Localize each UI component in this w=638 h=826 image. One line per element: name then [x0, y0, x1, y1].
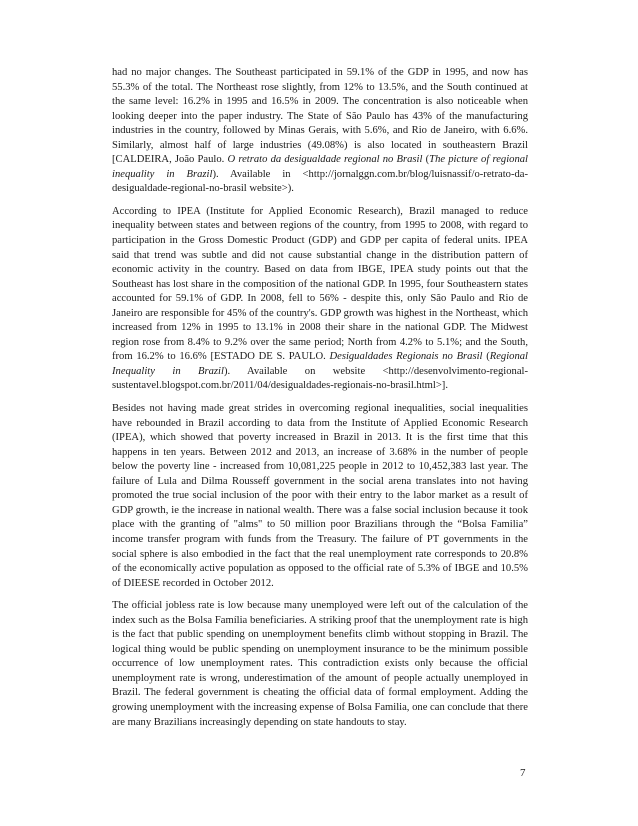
paragraph-text: ). Available in <http://jornalggn.com.br/blog/luisnassif/o-retrato-da-desigualdade-regional-no-brasil website>).	[112, 168, 528, 195]
paragraph-text: Besides not having made great strides in overcoming regional inequalities, social inequalities have rebounded in Brazil according to data from the Institute of Applied Economic Research (IPEA), which showed that poverty increased in Brazil in 2013. It is the first time that this happens in ten years. Between 2012 and 2013, an increase of 3.68% in the number of people below the poverty line - increased from 10,081,225 people in 2012 to 10,452,383 last year. The failure of Lula and Dilma Rousseff government in the social arena translates into not having promoted the true social inclusion of the poor with their entry to the labor market as a result of GDP growth, ie the increase in national wealth. There was a false social inclusion because it took place with the granting of "alms" to 50 million poor Brazilians through the “Bolsa Familia” income transfer program with funds from the Treasury. The failure of PT governments in the social sphere is also embodied in the fact that the real unemployment rate corresponds to 20.8% of the economically active population as opposed to the official rate of 5.3% of IBGE and 10.5% of DIEESE recorded in October 2012.	[112, 403, 528, 589]
body-paragraph	[112, 599, 528, 730]
body-paragraph	[112, 205, 528, 394]
paragraph-text: (	[482, 351, 490, 363]
document-body	[112, 66, 528, 738]
paragraph-text: (	[422, 154, 430, 166]
paragraph-text: ). Available on website <http://desenvolvimento-regional-sustentavel.blogspot.com.br/2011/04/desigualdades-regionais-no-brasil.html>].	[112, 365, 528, 392]
body-paragraph	[112, 402, 528, 591]
body-paragraph	[112, 66, 528, 197]
page-number: 7	[520, 767, 526, 779]
italic-citation-text: O retrato da desigualdade regional no Brasil	[227, 154, 423, 166]
italic-citation-text: Regional Inequality in Brazil	[112, 351, 528, 377]
paragraph-text: The official jobless rate is low because many unemployed were left out of the calculation of the index such as the Bolsa Família beneficiaries. A striking proof that the unemployment rate is high is the fact that public spending on unemployment benefits climb without stopping in Brazil. The logical thing would be public spending on unemployment insurance to be the minimum possible occurrence of low unemployment rates. This contradiction exists only because the official unemployment rate is wrong, underestimation of the amount of people actually unemployed in Brazil. The federal government is cheating the official data of formal employment. Adding the growing unemployment with the increasing expense of Bolsa Familia, one can conclude that there are many Brazilians increasingly depending on state handouts to stay.	[112, 600, 528, 728]
paragraph-text: According to IPEA (Institute for Applied Economic Research), Brazil managed to reduce inequality between states and between regions of the country, from 1995 to 2008, with regard to participation in the Gross Domestic Product (GDP) and GDP per capita of federal units. IPEA said that trend was subtle and did not cause substantial change in the distribution pattern of economic activity in the country. Based on data from IBGE, IPEA study points out that the Southeast has lost share in the composition of the national GDP. In 1995, four Southeastern states accounted for 59.1% of GDP. In 2008, fell to 56% - despite this, only São Paulo and Rio de Janeiro are responsible for 45% of the country's. GDP growth was highest in the Northeast, which increased from 12% in 1995 to 13.1% in 2008 their share in the national GDP. The Midwest region rose from 8.4% to 9.2% over the same period; North from 4.2% to 5.1%; and the South, from 16.2% to 16.6% [ESTADO DE S. PAULO.	[112, 205, 528, 363]
italic-citation-text: The picture of regional inequality in Brazil	[112, 154, 528, 180]
italic-citation-text: Desigualdades Regionais no Brasil	[329, 351, 483, 363]
paragraph-text: had no major changes. The Southeast participated in 59.1% of the GDP in 1995, and now has 55.3% of the total. The Northeast rose slightly, from 12% to 13.5%, and the South continued at the same level: 16.2% in 1995 and 16.5% in 2009. The concentration is also noticeable when looking deeper into the paper industry. The State of São Paulo has 43% of the manufacturing industries in the country, followed by Minas Gerais, with 5.6%, and Rio de Janeiro, with 6.6%. Similarly, almost half of large industries (49.08%) is also located in southeastern Brazil [CALDEIRA, João Paulo.	[112, 67, 528, 166]
